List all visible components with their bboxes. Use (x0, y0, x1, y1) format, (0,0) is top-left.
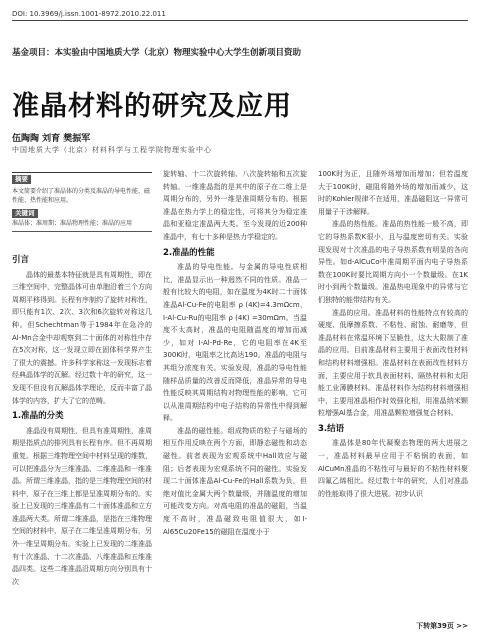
section-heading-2: 2.准晶的性能 (163, 247, 215, 258)
section-heading-intro: 引言 (12, 255, 30, 265)
paragraph: 准晶的导电性能。与金属的导电性质相比，准晶显示出一种迥然不同的性质。准晶一般有比较大的电阻，如在温度为4K时二十面体准晶Al-Cu-Fe的电阻率 ρ (4K)=4.3mΩcm，I-Al-Cu-Ru的电阻率 ρ (4K) =30mΩm。当温度不太高时，准晶的电阻随温度的增加而减少，如对 I-Al-Pd-Re，它的电阻率在4K至300K时，电阻率之比高达190。准晶的电阻与其组分浓度有关。实验发现，准晶的导电性能随样品质量的改善反而降低，准晶异常的导电性能反映其周期结构对物理性能的影响，它可以从准周期结构中电子结构的异常性中得到解释。 (163, 263, 307, 423)
paragraph: 准晶的热性能。准晶的热性能一般不高，即它的导热系数K很小，且与温度密切有关。实验现发现对十次准晶的电子导热系数有明显的各向异性。如d-AlCuCo中准周期平面内电子导热系数在100K时要比周期方向小一个数量级。在1K时小到两个数量级。准晶热电现象中的异常与它们独特的能带结构有关。 (318, 220, 468, 304)
column-1 (12, 251, 152, 588)
article-title: 准晶材料的研究及应用 (12, 91, 292, 122)
keywords-heading: 关键词 (12, 209, 38, 218)
authors: 伍陶陶 刘育 樊振军 (12, 134, 91, 144)
affiliation: 中国地质大学（北京）材料科学与工程学院物理实验中心 (12, 146, 212, 154)
section-heading-3: 3.结语 (318, 423, 345, 434)
fund-note: 基金项目：本实验由中国地质大学（北京）物理实验中心大学生创新项目资助 (12, 48, 302, 58)
abstract-text: 本文简要介绍了准晶体的分类及准晶的导电性能、磁性能、热性能和应用。 (12, 188, 151, 204)
abstract-heading: 摘要 (12, 175, 31, 184)
column-3 (318, 168, 468, 500)
paragraph: 准晶的应用。准晶材料的性能特点有较高的硬度、低摩擦系数、不粘性、耐蚀、耐磨等，但准晶材料在常温环境下呈脆性，这大大限制了准晶的应用。目前准晶材料主要用于表面改性材料和结构材料增强相。准晶材料在表面改性材料方面，主要应用于软具表面材料、隔热材料和太阳能工业薄膜材料。准晶材料作为结构材料增强相中，主要用准晶相作时效强化相，用准晶纳米颗粒增强Al基合金，用准晶颗粒增强复合材料。 (318, 308, 468, 418)
paragraph: 准晶体是80年代凝聚态物理的两大进展之一，准晶材料最早应用于不粘锅的表面，如AlCuMn准晶的不粘性可与最好的不粘性材料聚四氟乙烯相比。经过数十年的研究，人们对准晶的性能取得了很大进展。初步认识 (318, 439, 468, 498)
paragraph: 准晶没有周期性，但具有准周期性，准周期是指质点的排列具有长程有序。但不再周期重复。根据三维物理空间中材料呈现的维数，可以把准晶分为三维准晶、二维准晶和一维准晶。所谓三维准晶，指的是三维物理空间的材料中，原子在三维上都是呈准周期分布的。实验上已发现的三维准晶有二十面体准晶和立方准晶两大类。所谓二维准晶，是指在三维物理空间的材料中，原子在二维呈准周期分布，另外一维呈周期分布。实验上已发现的二维准晶有十次准晶、十二次准晶、八维准晶和五维准晶四类。这些二维准晶沿周期方向分别具有十次 (12, 426, 152, 586)
column-2 (163, 168, 307, 538)
page-continuation: 下转第39页 >> (416, 622, 468, 630)
paragraph: 100K时为正，且随外场增加而增加；但若温度大于100K时，磁阻将随外场的增加而减少，这时的Kohler规律不在适用，准晶磁阻这一异常可用量子干涉解释。 (318, 170, 468, 216)
paragraph: 旋转轴、十二次旋转轴、八次旋转轴和五次旋转轴。一维准晶指的是其中的原子在二维上是周期分布的，另外一维是准周期分布的。根据准晶在热力学上的稳定性，可将其分为稳定准晶和亚稳定准晶两大类。至今发现的近200种准晶中，有七十多种是热力学稳定的。 (163, 170, 307, 241)
keywords-text: 准晶体；准周期；准晶物理性能；准晶的应用 (12, 219, 152, 232)
section-heading-1: 1.准晶的分类 (12, 411, 64, 422)
paragraph: 准晶的磁性能。组成物质的粒子与磁场的相互作用反映在两个方面，即静态磁性和动态磁性。前者表现为宏观系统中Hall效应与磁阻；后者表现为宏观系统不同的磁性。实验发现二十面体准晶Al-Cu-Fe的Hall系数为负，但绝对值比金属大两个数量级，并随温度的增加可能改变方向。对高电阻的准晶的磁阻，当温度不高时，准晶磁致电阻值很大，如I-Al65Cu20Fe15的磁阻在温度小于 (163, 426, 307, 536)
abstract-box (12, 172, 152, 235)
doi-line: DOI: 10.3969/j.issn.1001-8972.2010.22.011 (12, 10, 468, 21)
paragraph: 晶体的最基本特征就是具有周期性，即在三维空间中，完整晶体可由单胞沿着三个方向周期平移得到。长程有序制约了旋转对称性，即只能有1次、2次、3次和6次旋转对称这几种。但Schechtman等于1984年在急冷的Al-Mn合金中却观察到二十面体的对称性中存在5次对称，这一发现立即在固体科学界产生了很大的震撼。许多科学家称这一发现标志着经典晶体学的瓦解。经过数十年的研究，这一发现不但没有瓦解晶体学理论，反而丰富了晶体学的内容，扩大了它的范畴。 (12, 270, 152, 405)
